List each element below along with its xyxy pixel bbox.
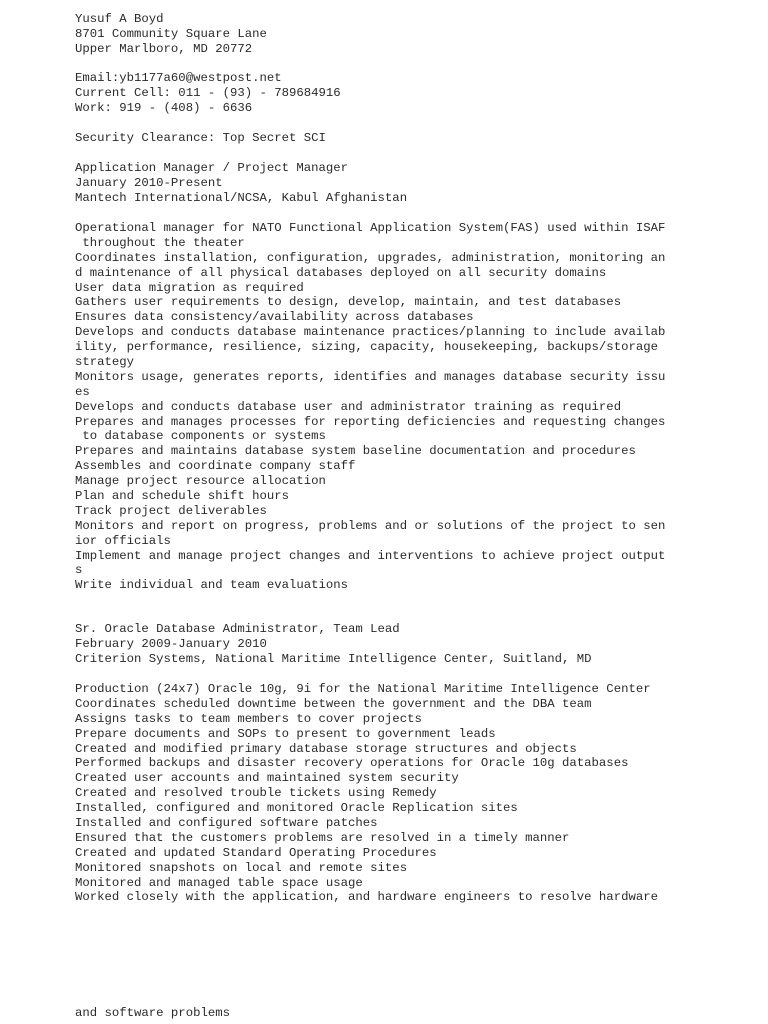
job2-title: Sr. Oracle Database Administrator, Team Lead bbox=[75, 622, 400, 636]
duty-line: Created and resolved trouble tickets using Remedy bbox=[75, 786, 437, 801]
job1-header bbox=[75, 161, 735, 206]
duty-line: es bbox=[75, 384, 90, 399]
duty-line: Prepares and manages processes for reporting deficiencies and requesting changes bbox=[75, 414, 666, 429]
job1-dates: January 2010-Present bbox=[75, 175, 223, 190]
duty-line: Installed and configured software patches bbox=[75, 816, 378, 831]
duty-line: Created and updated Standard Operating Procedures bbox=[75, 845, 437, 860]
duty-line: ility, performance, resilience, sizing, capacity, housekeeping, backups/storage bbox=[75, 340, 658, 355]
duty-line: Track project deliverables bbox=[75, 503, 267, 518]
duty-line: Production (24x7) Oracle 10g, 9i for the National Maritime Intelligence Center bbox=[75, 682, 651, 696]
duty-line: d maintenance of all physical databases deployed on all security domains bbox=[75, 265, 607, 280]
duty-line: Prepares and maintains database system baseline documentation and procedures bbox=[75, 444, 636, 459]
job2-duties bbox=[75, 682, 735, 905]
job2-employer: Criterion Systems, National Maritime Intelligence Center, Suitland, MD bbox=[75, 651, 592, 666]
duty-line: Ensures data consistency/availability across databases bbox=[75, 310, 474, 325]
duty-line: Prepare documents and SOPs to present to government leads bbox=[75, 726, 496, 741]
phones-block bbox=[75, 71, 735, 116]
duty-line: Write individual and team evaluations bbox=[75, 578, 349, 593]
duty-line: Monitors and report on progress, problems and or solutions of the project to sen bbox=[75, 518, 666, 533]
duty-line: Worked closely with the application, and hardware engineers to resolve hardware bbox=[75, 890, 658, 905]
duty-line: Operational manager for NATO Functional Application System(FAS) used within ISAF bbox=[75, 221, 666, 235]
duty-line: User data migration as required bbox=[75, 280, 304, 295]
clearance-block bbox=[75, 131, 735, 146]
duty-line: Created and modified primary database storage structures and objects bbox=[75, 741, 577, 756]
duty-line: Assembles and coordinate company staff bbox=[75, 459, 356, 474]
duty-line: Coordinates installation, configuration, upgrades, administration, monitoring an bbox=[75, 250, 666, 265]
contact-name: Yusuf A Boyd bbox=[75, 12, 164, 26]
duty-line: Created user accounts and maintained system security bbox=[75, 771, 459, 786]
duty-line: to database components or systems bbox=[75, 429, 326, 444]
contact-city: Upper Marlboro, MD 20772 bbox=[75, 41, 253, 56]
duty-line: Assigns tasks to team members to cover projects bbox=[75, 711, 422, 726]
work-line: Work: 919 - (408) - 6636 bbox=[75, 100, 253, 115]
job2-header bbox=[75, 622, 735, 667]
cell-line: Current Cell: 011 - (93) - 789684916 bbox=[75, 85, 341, 100]
job1-employer: Mantech International/NCSA, Kabul Afghanistan bbox=[75, 190, 408, 205]
duty-line: Manage project resource allocation bbox=[75, 474, 326, 489]
duty-line: strategy bbox=[75, 355, 135, 370]
duty-line: Plan and schedule shift hours bbox=[75, 489, 290, 504]
continuation-block bbox=[75, 1006, 735, 1021]
duty-line: ior officials bbox=[75, 533, 171, 548]
job1-duties bbox=[75, 221, 735, 593]
contact-block bbox=[75, 12, 735, 57]
email-line: Email:yb1177a60@westpost.net bbox=[75, 71, 282, 85]
duty-line: Performed backups and disaster recovery operations for Oracle 10g databases bbox=[75, 756, 629, 771]
duty-line: Monitors usage, generates reports, identifies and manages database security issu bbox=[75, 369, 666, 384]
duty-line: Ensured that the customers problems are resolved in a timely manner bbox=[75, 830, 570, 845]
continuation-line: and software problems bbox=[75, 1006, 230, 1020]
duty-line: Develops and conducts database user and administrator training as required bbox=[75, 399, 622, 414]
duty-line: throughout the theater bbox=[75, 235, 245, 250]
duty-line: s bbox=[75, 563, 83, 578]
clearance-line: Security Clearance: Top Secret SCI bbox=[75, 131, 326, 145]
duty-line: Implement and manage project changes and interventions to achieve project output bbox=[75, 548, 666, 563]
contact-street: 8701 Community Square Lane bbox=[75, 26, 267, 41]
duty-line: Monitored and managed table space usage bbox=[75, 875, 363, 890]
duty-line: Monitored snapshots on local and remote sites bbox=[75, 860, 408, 875]
duty-line: Gathers user requirements to design, develop, maintain, and test databases bbox=[75, 295, 622, 310]
job2-dates: February 2009-January 2010 bbox=[75, 636, 267, 651]
duty-line: Installed, configured and monitored Oracle Replication sites bbox=[75, 801, 518, 816]
duty-line: Coordinates scheduled downtime between the government and the DBA team bbox=[75, 696, 592, 711]
job1-title: Application Manager / Project Manager bbox=[75, 161, 349, 175]
duty-line: Develops and conducts database maintenance practices/planning to include availab bbox=[75, 325, 666, 340]
